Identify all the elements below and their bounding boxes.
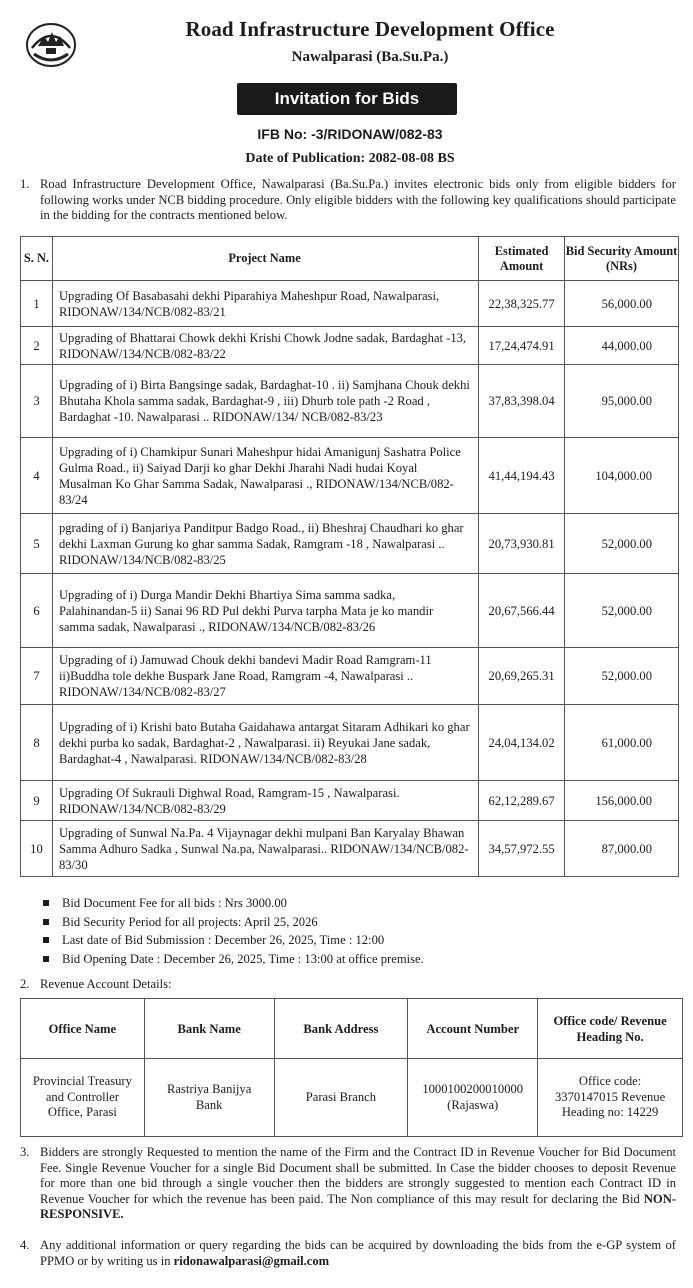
serial-number-cell: 1 <box>21 281 53 327</box>
estimated-amount-cell: 17,24,474.91 <box>479 327 565 365</box>
table-cell: 1000100200010000 (Rajaswa) <box>408 1059 538 1137</box>
bid-security-cell: 52,000.00 <box>565 648 679 705</box>
col-header-security: Bid Security Amount (NRs) <box>565 237 679 281</box>
para-number: 2. <box>20 977 30 991</box>
estimated-amount-cell: 22,38,325.77 <box>479 281 565 327</box>
project-name-cell: pgrading of i) Banjariya Panditpur Badgo Road., ii) Bheshraj Chaudhari ko ghar dekhi Laxman Gurung ko ghar samma Sadak, Ramgram -18 , Nawalparasi .. RIDONAW/134/NCB/082-83/25 <box>52 514 478 574</box>
serial-number-cell: 10 <box>21 821 53 877</box>
estimated-amount-cell: 24,04,134.02 <box>479 705 565 781</box>
estimated-amount-cell: 20,67,566.44 <box>479 574 565 648</box>
col-header-bank: Bank Name <box>144 999 274 1059</box>
col-header-account: Account Number <box>408 999 538 1059</box>
serial-number-cell: 7 <box>21 648 53 705</box>
project-name-cell: Upgrading of Bhattarai Chowk dekhi Krishi Chowk Jodne sadak, Bardaghat -13, RIDONAW/134/NCB/082-83/22 <box>52 327 478 365</box>
intro-paragraph <box>20 177 676 224</box>
col-header-address: Bank Address <box>274 999 408 1059</box>
estimated-amount-cell: 37,83,398.04 <box>479 365 565 438</box>
project-name-cell: Upgrading of i) Krishi bato Butaha Gaidahawa antargat Sitaram Adhikari ko ghar dekhi purba ko sadak, Bardaghat-2 , Nawalparasi. ii) Reyukai Jane sadak, Bardaghat-4 , Nawalparasi. RIDONAW/134/NCB/082-83/28 <box>52 705 478 781</box>
office-location: Nawalparasi (Ba.Su.Pa.) <box>291 49 449 65</box>
project-name-cell: Upgrading of Sunwal Na.Pa. 4 Vijaynagar dekhi mulpani Ban Karyalay Bhawan Samma Adhuro Sadka , Sunwal Na.pa, Nawalparasi.. RIDONAW/134/NCB/082-83/30 <box>52 821 478 877</box>
bid-security-cell: 95,000.00 <box>565 365 679 438</box>
bid-security-cell: 61,000.00 <box>565 705 679 781</box>
table-row <box>21 574 679 648</box>
table-row <box>21 327 679 365</box>
bid-info-list <box>42 894 662 968</box>
list-item: Bid Security Period for all projects: April 25, 2026 <box>42 913 662 932</box>
bid-security-cell: 52,000.00 <box>565 574 679 648</box>
estimated-amount-cell: 20,73,930.81 <box>479 514 565 574</box>
table-cell: Parasi Branch <box>274 1059 408 1137</box>
table-row <box>21 705 679 781</box>
bid-security-cell: 56,000.00 <box>565 281 679 327</box>
table-row <box>21 821 679 877</box>
table-row <box>21 281 679 327</box>
publication-date: Date of Publication: 2082-08-08 BS <box>245 151 455 166</box>
col-header-project: Project Name <box>52 237 478 281</box>
serial-number-cell: 5 <box>21 514 53 574</box>
table-row <box>21 648 679 705</box>
bid-security-cell: 156,000.00 <box>565 781 679 821</box>
bid-security-cell: 87,000.00 <box>565 821 679 877</box>
serial-number-cell: 4 <box>21 438 53 514</box>
list-item: Last date of Bid Submission : December 26, 2025, Time : 12:00 <box>42 931 662 950</box>
contact-text: Any additional information or query regarding the bids can be acquired by downloading the bids from the e-GP system of PPMO or by writing us in <box>40 1238 676 1268</box>
government-emblem-icon <box>24 18 78 68</box>
table-cell: Provincial Treasury and Controller Office, Parasi <box>21 1059 145 1137</box>
table-cell: Office code: 3370147015 Revenue Heading no: 14229 <box>538 1059 683 1137</box>
project-name-cell: Upgrading Of Sukrauli Dighwal Road, Ramgram-15 , Nawalparasi. RIDONAW/134/NCB/082-83/29 <box>52 781 478 821</box>
serial-number-cell: 3 <box>21 365 53 438</box>
intro-text: Road Infrastructure Development Office, Nawalparasi (Ba.Su.Pa.) invites electronic bids only from eligible bidders for following works under NCB bidding procedure. Only eligible bidders with the following key qualifications should participate in the bidding for the contracts mentioned below. <box>40 177 676 223</box>
table-row <box>21 438 679 514</box>
para-number: 4. <box>20 1238 30 1252</box>
col-header-office: Office Name <box>21 999 145 1059</box>
voucher-text: Bidders are strongly Requested to mention the name of the Firm and the Contract ID in Revenue Voucher for Bid Document Fee. Single Revenue Voucher for a single Bid Document shall be submitted. In Case the bidder chooses to deposit Revenue for more than one bid through a single voucher then the bidders are strongly suggested to mention each Contract ID in Revenue Voucher for which the revenue has been paid. The Non compliance of this may result for declaring the Bid <box>40 1145 676 1206</box>
non-responsive-label: NON-RESPONSIVE. <box>40 1191 676 1222</box>
list-item: Bid Document Fee for all bids : Nrs 3000.00 <box>42 894 662 913</box>
invitation-banner: Invitation for Bids <box>237 83 457 115</box>
revenue-heading-text: Revenue Account Details: <box>40 977 172 991</box>
email-link[interactable]: ridonawalparasi@gmail.com <box>173 1253 330 1268</box>
list-item: Bid Opening Date : December 26, 2025, Time : 13:00 at office premise. <box>42 950 662 969</box>
bid-security-cell: 44,000.00 <box>565 327 679 365</box>
project-name-cell: Upgrading of i) Durga Mandir Dekhi Bhartiya Sima samma sadka, Palahinandan-5 ii) Sanai 96 RD Pul dekhi Purva tarpha Mata je ko mandir samma sadak, Nawalparasi ., RIDONAW/134/NCB/082-83/26 <box>52 574 478 648</box>
bid-security-cell: 52,000.00 <box>565 514 679 574</box>
project-name-cell: Upgrading of i) Birta Bangsinge sadak, Bardaghat-10 . ii) Samjhana Chouk dekhi Bhutaha Khola samma sadak, Bardaghat-9 , iii) Dhurb tole path -2 Road , Bardaghat -10. Nawalparasi .. RIDONAW/134/ NCB/082-83/23 <box>52 365 478 438</box>
bid-security-cell: 104,000.00 <box>565 438 679 514</box>
table-row <box>21 365 679 438</box>
table-row <box>21 781 679 821</box>
estimated-amount-cell: 62,12,289.67 <box>479 781 565 821</box>
estimated-amount-cell: 20,69,265.31 <box>479 648 565 705</box>
serial-number-cell: 8 <box>21 705 53 781</box>
para-number: 1. <box>20 177 30 191</box>
ifb-number: IFB No: -3/RIDONAW/082-83 <box>257 126 443 142</box>
serial-number-cell: 9 <box>21 781 53 821</box>
works-table <box>20 236 679 877</box>
serial-number-cell: 6 <box>21 574 53 648</box>
revenue-table <box>20 998 683 1137</box>
project-name-cell: Upgrading Of Basabasahi dekhi Piparahiya Maheshpur Road, Nawalparasi, RIDONAW/134/NCB/082-83/21 <box>52 281 478 327</box>
contact-paragraph <box>20 1238 676 1269</box>
revenue-heading <box>20 977 676 993</box>
project-name-cell: Upgrading of i) Chamkipur Sunari Maheshpur hidai Amanigunj Sashatra Police Gulma Road., ii) Saiyad Darji ko ghar Dekhi Jharahi Nadi hudai Koyal Musalman Ko Ghar Samma Sadak, Nawalparasi ., RIDONAW/134/NCB/082-83/24 <box>52 438 478 514</box>
estimated-amount-cell: 41,44,194.43 <box>479 438 565 514</box>
estimated-amount-cell: 34,57,972.55 <box>479 821 565 877</box>
voucher-paragraph <box>20 1145 676 1223</box>
col-header-code: Office code/ Revenue Heading No. <box>538 999 683 1059</box>
para-number: 3. <box>20 1145 30 1159</box>
col-header-sn: S. N. <box>21 237 53 281</box>
col-header-estimate: Estimated Amount <box>479 237 565 281</box>
table-row <box>21 514 679 574</box>
project-name-cell: Upgrading of i) Jamuwad Chouk dekhi bandevi Madir Road Ramgram-11 ii)Buddha tole dekhe Buspark Jane Road, Ramgram -4, Nawalparasi .. RIDONAW/134/NCB/082-83/27 <box>52 648 478 705</box>
table-cell: Rastriya Banijya Bank <box>144 1059 274 1137</box>
serial-number-cell: 2 <box>21 327 53 365</box>
table-row <box>21 1059 683 1137</box>
organization-name: Road Infrastructure Development Office <box>185 17 555 41</box>
